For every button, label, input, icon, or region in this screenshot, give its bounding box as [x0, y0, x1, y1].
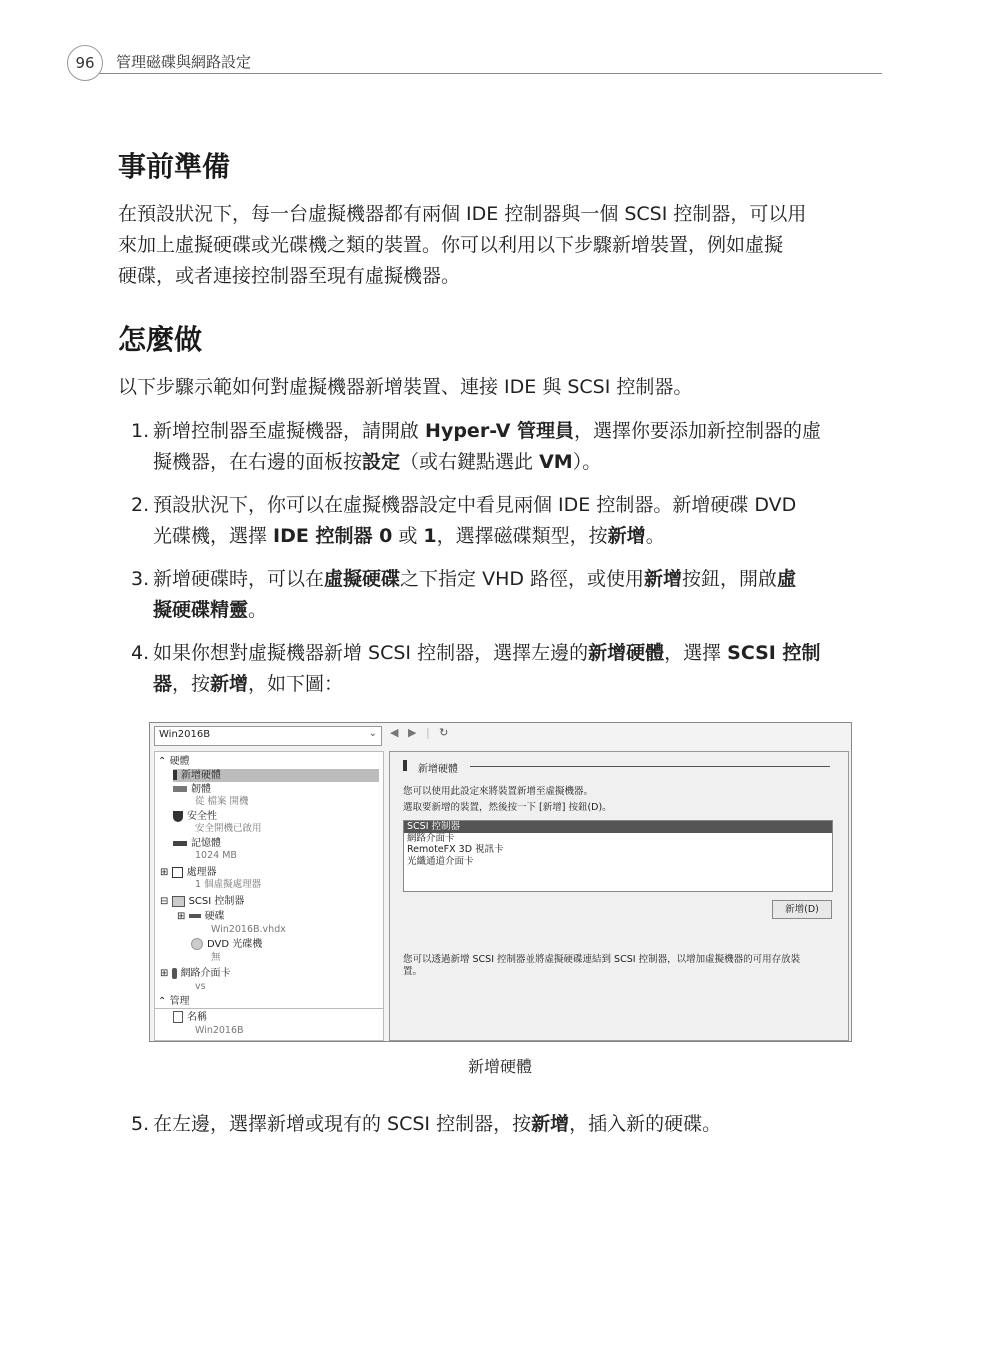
step-5	[131, 1109, 883, 1140]
step-4	[131, 638, 883, 700]
collapse-box-icon: ⊟	[160, 896, 172, 907]
paragraph-line: 來加上虛擬硬碟或光碟機之類的裝置。你可以利用以下步驟新增裝置，例如虛擬	[118, 234, 784, 256]
forward-arrow-icon[interactable]: ▶	[407, 726, 417, 739]
tree-group-management[interactable]: ⌃ 管理	[158, 996, 190, 1007]
header-rule	[84, 73, 882, 74]
tree-subtext: 1 個虛擬處理器	[195, 879, 262, 890]
step-text: 如果你想對虛擬機器新增 SCSI 控制器，選擇左邊的新增硬體，選擇 SCSI 控制 器，按新增，如下圖：	[153, 642, 821, 695]
intro-paragraph: 以下步驟示範如何對虛擬機器新增裝置、連接 IDE 與 SCSI 控制器。	[118, 376, 693, 398]
step-text: 新增硬碟時，可以在虛擬硬碟之下指定 VHD 路徑，或使用新增按鈕，開啟虛 擬硬碟精靈。	[153, 568, 797, 621]
tree-item-memory[interactable]: 記憶體	[173, 837, 221, 850]
tree-item-dvd-drive[interactable]: DVD 光碟機	[191, 938, 262, 951]
hard-drive-icon	[189, 914, 201, 918]
step-1	[131, 416, 883, 478]
panel-note-line: 置。	[403, 966, 423, 977]
chevron-down-icon: ⌄	[368, 728, 377, 739]
step-number: 1.	[131, 420, 150, 442]
step-number: 4.	[131, 642, 150, 664]
settings-tree	[154, 751, 384, 1041]
collapse-icon: ⌃	[158, 996, 170, 1007]
step-3	[131, 564, 883, 626]
firmware-icon	[173, 786, 187, 792]
paragraph-line: 在預設狀況下，每一台虛擬機器都有兩個 IDE 控制器與一個 SCSI 控制器，可以用	[118, 203, 807, 225]
tree-divider	[155, 1008, 383, 1009]
add-hardware-icon	[173, 770, 177, 780]
panel-instruction: 選取要新增的裝置，然後按一下 [新增] 按鈕(D)。	[403, 802, 612, 813]
network-adapter-icon	[172, 968, 177, 979]
step-text: 在左邊，選擇新增或現有的 SCSI 控制器，按新增，插入新的硬碟。	[153, 1113, 722, 1135]
tree-item-scsi-controller[interactable]: ⊟ SCSI 控制器	[160, 896, 245, 907]
expand-icon: ⊞	[177, 911, 189, 922]
figure-caption: 新增硬體	[467, 1057, 532, 1076]
refresh-icon[interactable]: ↻	[439, 726, 449, 739]
tree-item-name[interactable]: 名稱	[173, 1011, 207, 1024]
vm-selector[interactable]	[154, 726, 382, 746]
device-listbox[interactable]	[403, 820, 833, 892]
add-hardware-icon	[403, 760, 407, 771]
list-item[interactable]: SCSI 控制器	[404, 821, 832, 833]
tree-subtext: 安全開機已啟用	[195, 823, 262, 834]
expand-icon: ⊞	[160, 867, 172, 878]
tree-subtext: Win2016B.vhdx	[211, 924, 286, 935]
tree-subtext: 無	[211, 952, 221, 963]
tree-item-network-adapter[interactable]: ⊞ 網路介面卡	[160, 968, 231, 979]
tree-item-security[interactable]: 安全性	[173, 810, 217, 823]
controller-icon	[172, 896, 185, 907]
step-text: 新增控制器至虛擬機器，請開啟 Hyper-V 管理員，選擇你要添加新控制器的虛 擬機器，在右邊的面板按設定（或右鍵點選此 VM）。	[153, 420, 822, 473]
tree-subtext: 1024 MB	[195, 850, 237, 861]
panel-title-rule	[470, 766, 830, 767]
memory-icon	[173, 841, 187, 846]
expand-icon: ⊞	[160, 968, 172, 979]
panel-title: 新增硬體	[418, 764, 458, 775]
panel-description: 您可以使用此設定來將裝置新增至虛擬機器。	[403, 786, 594, 797]
hyperv-settings-screenshot	[149, 722, 852, 1042]
add-hardware-panel	[389, 751, 849, 1041]
tree-subtext: 從 檔案 開機	[195, 796, 249, 807]
processor-icon	[172, 867, 183, 878]
tree-subtext: vs	[195, 981, 206, 992]
tree-item-processor[interactable]: ⊞ 處理器	[160, 867, 217, 878]
tree-item-firmware[interactable]: 韌體	[173, 783, 211, 796]
step-number: 2.	[131, 494, 150, 516]
list-item[interactable]: 網路介面卡	[407, 832, 455, 844]
panel-note-line: 您可以透過新增 SCSI 控制器並將虛擬硬碟連結到 SCSI 控制器，以增加虛擬機器的可用存放裝	[403, 954, 801, 965]
back-arrow-icon[interactable]: ◀	[390, 726, 399, 739]
running-title: 管理磁碟與網路設定	[116, 53, 252, 71]
paragraph-line: 硬碟，或者連接控制器至現有虛擬機器。	[118, 265, 461, 287]
step-text: 預設狀況下，你可以在虛擬機器設定中看見兩個 IDE 控制器。新增硬碟 DVD 光碟機，選擇 IDE 控制器 0 或 1，選擇磁碟類型，按新增。	[153, 494, 797, 547]
page-number: 96	[67, 45, 103, 81]
collapse-icon: ⌃	[158, 756, 170, 767]
name-icon	[173, 1011, 183, 1023]
vm-selector-value: Win2016B	[159, 729, 211, 740]
section-heading-howto: 怎麼做	[118, 323, 203, 356]
section-heading-prep: 事前準備	[118, 150, 231, 183]
tree-subtext: Win2016B	[195, 1025, 244, 1036]
list-item[interactable]: 光纖通道介面卡	[407, 855, 474, 867]
list-item[interactable]: RemoteFX 3D 視訊卡	[407, 844, 504, 855]
step-2	[131, 490, 883, 552]
step-number: 3.	[131, 568, 150, 590]
add-button[interactable]: 新增(D)	[772, 900, 832, 919]
tree-group-hardware[interactable]: ⌃ 硬體	[158, 756, 190, 767]
nav-toolbar: ◀ ▶ | ↻	[390, 726, 449, 739]
step-number: 5.	[131, 1113, 150, 1135]
tree-item-hard-drive[interactable]: ⊞ 硬碟	[177, 911, 225, 922]
shield-icon	[173, 811, 183, 822]
tree-item-add-hardware[interactable]: 新增硬體	[173, 769, 379, 782]
disc-icon	[191, 938, 203, 950]
